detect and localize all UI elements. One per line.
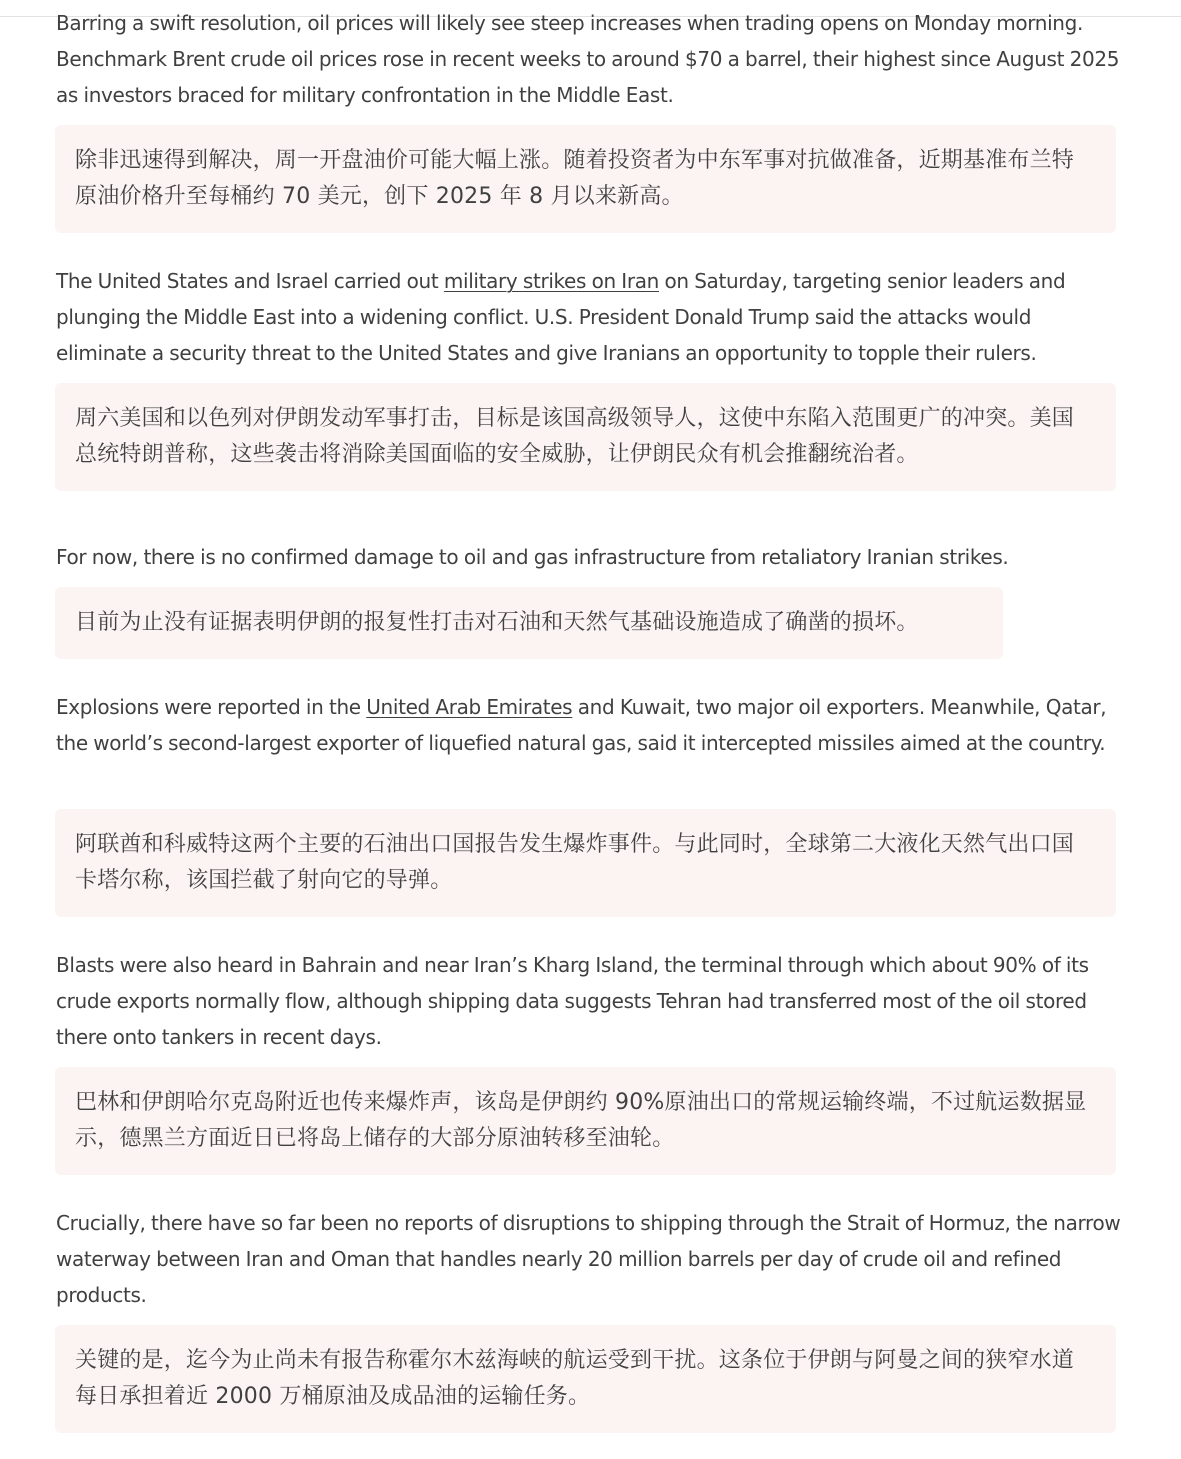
paragraph-en: Blasts were also heard in Bahrain and near Iran’s Kharg Island, the terminal through which about 90% of its crude exports normally flow, although shipping data suggests Tehran had transferred most of the oil stored there onto tankers in recent days.: [56, 953, 1089, 1049]
translation-block: 目前为止没有证据表明伊朗的报复性打击对石油和天然气基础设施造成了确凿的损坏。: [55, 587, 1003, 659]
paragraph-en: Crucially, there have so far been no reports of disruptions to shipping through the Strait of Hormuz, the narrow waterway between Iran and Oman that handles nearly 20 million barrels per day of crude oil and refined products.: [56, 1211, 1121, 1307]
paragraph-text: Explosions were reported in the: [56, 695, 367, 719]
link-military-strikes-on-iran[interactable]: military strikes on Iran: [443, 269, 659, 293]
paragraph-en: [56, 689, 1121, 761]
link-united-arab-emirates[interactable]: United Arab Emirates: [366, 695, 573, 719]
translation-block: 阿联酋和科威特这两个主要的石油出口国报告发生爆炸事件。与此同时，全球第二大液化天然气出口国卡塔尔称，该国拦截了射向它的导弹。: [55, 809, 1116, 917]
paragraph-text: and Kuwait, two major oil exporters. Meanwhile, Qatar, the world’s second-largest exporter of liquefied natural gas, said it intercepted missiles aimed at the country.: [56, 695, 1107, 755]
paragraph-text: on Saturday, targeting senior leaders and plunging the Middle East into a widening conflict. U.S. President Donald Trump said the attacks would eliminate a security threat to the United States and give Iranians an opportunity to topple their rulers.: [56, 269, 1066, 365]
translation-block: 关键的是，迄今为止尚未有报告称霍尔木兹海峡的航运受到干扰。这条位于伊朗与阿曼之间的狭窄水道每日承担着近 2000 万桶原油及成品油的运输任务。: [55, 1325, 1116, 1433]
translation-block: 除非迅速得到解决，周一开盘油价可能大幅上涨。随着投资者为中东军事对抗做准备，近期基准布兰特原油价格升至每桶约 70 美元，创下 2025 年 8 月以来新高。: [55, 125, 1116, 233]
paragraph-en: [56, 263, 1121, 371]
paragraph-en: For now, there is no confirmed damage to oil and gas infrastructure from retaliatory Iranian strikes.: [56, 545, 1009, 569]
paragraph-en: Barring a swift resolution, oil prices will likely see steep increases when trading opens on Monday morning. Benchmark Brent crude oil prices rose in recent weeks to around $70 a barrel, their highest since August 2025 as investors braced for military confrontation in the Middle East.: [56, 11, 1120, 107]
translation-block: 周六美国和以色列对伊朗发动军事打击，目标是该国高级领导人，这使中东陷入范围更广的冲突。美国总统特朗普称，这些袭击将消除美国面临的安全威胁，让伊朗民众有机会推翻统治者。: [55, 383, 1116, 491]
paragraph-text: The United States and Israel carried out: [56, 269, 444, 293]
translation-block: 巴林和伊朗哈尔克岛附近也传来爆炸声，该岛是伊朗约 90%原油出口的常规运输终端，不过航运数据显示，德黑兰方面近日已将岛上储存的大部分原油转移至油轮。: [55, 1067, 1116, 1175]
